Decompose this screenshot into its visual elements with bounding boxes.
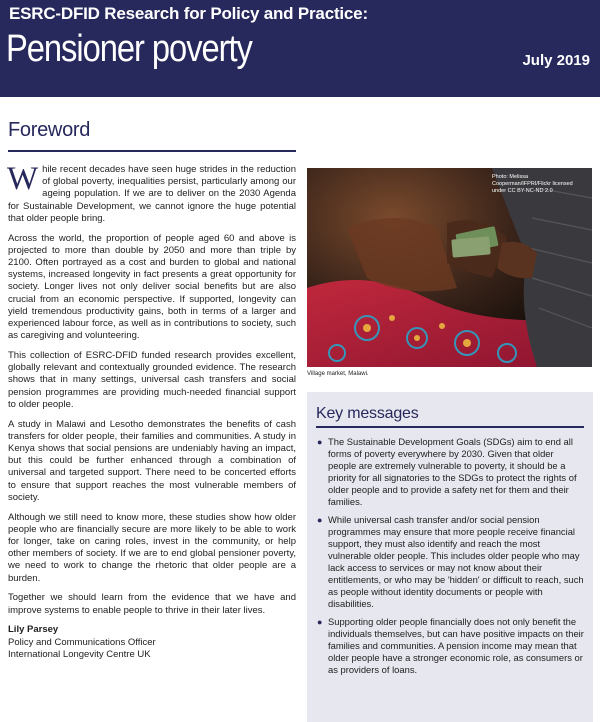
- bullet-icon: ●: [317, 515, 323, 525]
- key-message-item: [316, 616, 584, 676]
- key-messages-list: [316, 436, 584, 682]
- foreword-text: hile recent decades have seen huge strides in the reduction of global poverty, inequalities persist, particularly among our ageing population. If we are to deliver on the 2030 Agenda for Sustainable Development, we cannot ignore the huge potential that older people bring.: [8, 164, 296, 224]
- report-header: [0, 0, 600, 97]
- publication-date: July 2019: [522, 52, 590, 69]
- photo-caption: Village market, Malawi.: [307, 371, 369, 377]
- foreword-paragraph: Across the world, the proportion of people aged 60 and above is projected to more than double by 2050 and more than triple by 2100. Often portrayed as a cost and burden to global and national systems, increased longevity in fact presents a great opportunity for society. Longer lives not only deliver social benefits but are also crucial from an economic perspective. If supported, longevity can yield tremendous productivity gains, both in terms of a larger and experienced labour force, as well as in contributions to society, such as caregiving and volunteering.: [8, 232, 296, 342]
- foreword-divider: [8, 150, 296, 152]
- bullet-icon: ●: [317, 437, 323, 447]
- key-message-text: While universal cash transfer and/or social pension programmes may ensure that more people receive financial support, they must also identify and reach the most vulnerable older people. This includes older people who may lack access to services or may not know about their entitlements, or who may be 'hidden' or difficult to reach, such as people without identity documents or people with disabilities.: [328, 514, 584, 609]
- bullet-icon: ●: [317, 617, 323, 627]
- foreword-paragraph: A study in Malawi and Lesotho demonstrates the benefits of cash transfers for older people, their families and communities. A study in Kenya shows that social pensions are undeniably having an impact, but this could be further enhanced through a combination of universal and targeted support. There need to be concerted efforts to ensure that support reaches the most vulnerable members of society.: [8, 418, 296, 503]
- key-message-text: The Sustainable Development Goals (SDGs) aim to end all forms of poverty everywhere by 2030. Given that older people are extremely vulnerable to poverty, it should be a priority for all signatories to the SDGs to protect the rights of older people and to provide a safety net for them and their families.: [328, 436, 577, 507]
- report-title: Pensioner poverty: [6, 28, 252, 70]
- foreword-paragraph: This collection of ESRC-DFID funded research provides excellent, globally relevant and contextually grounded evidence. The research shows that in many settings, universal cash transfers and social pension programmes are providing much-needed financial support to older people.: [8, 350, 296, 410]
- signoff-organisation: International Longevity Centre UK: [8, 648, 151, 660]
- market-photo: [307, 168, 592, 367]
- photo-credit: Photo: Melissa Cooperman/IFPRI/Flickr licensed under CC BY-NC-ND 2.0: [492, 174, 573, 194]
- key-messages-heading: Key messages: [316, 405, 419, 422]
- foreword-paragraph: Together we should learn from the evidence that we have and improve systems to enable people to thrive in their later lives.: [8, 592, 296, 616]
- market-photo-illustration: [307, 168, 592, 367]
- key-messages-panel: [307, 392, 593, 722]
- foreword-body: [7, 161, 296, 661]
- foreword-paragraph: [7, 161, 296, 225]
- signoff-name: Lily Parsey: [8, 624, 59, 636]
- key-message-item: [316, 436, 584, 508]
- dropcap: W: [7, 161, 39, 197]
- foreword-heading: Foreword: [8, 119, 91, 141]
- key-messages-divider: [316, 426, 584, 428]
- signoff-role: Policy and Communications Officer: [8, 636, 156, 648]
- foreword-paragraph: Although we still need to know more, these studies show how older people who are financially secure are more likely to be able to work for longer, take on caring roles, invest in the community, or help other members of society. If we are to end global pensioner poverty, we need to work to change the rhetoric that older people are a burden.: [8, 511, 296, 584]
- signoff: [8, 624, 296, 661]
- series-title: ESRC-DFID Research for Policy and Practice:: [9, 4, 368, 23]
- key-message-text: Supporting older people financially does not only benefit the individuals themselves, but can have positive impacts on their families and communities. A pension income may mean that older people have a stronger economic role, as consumers or as providers of loans.: [328, 616, 584, 675]
- key-message-item: [316, 514, 584, 610]
